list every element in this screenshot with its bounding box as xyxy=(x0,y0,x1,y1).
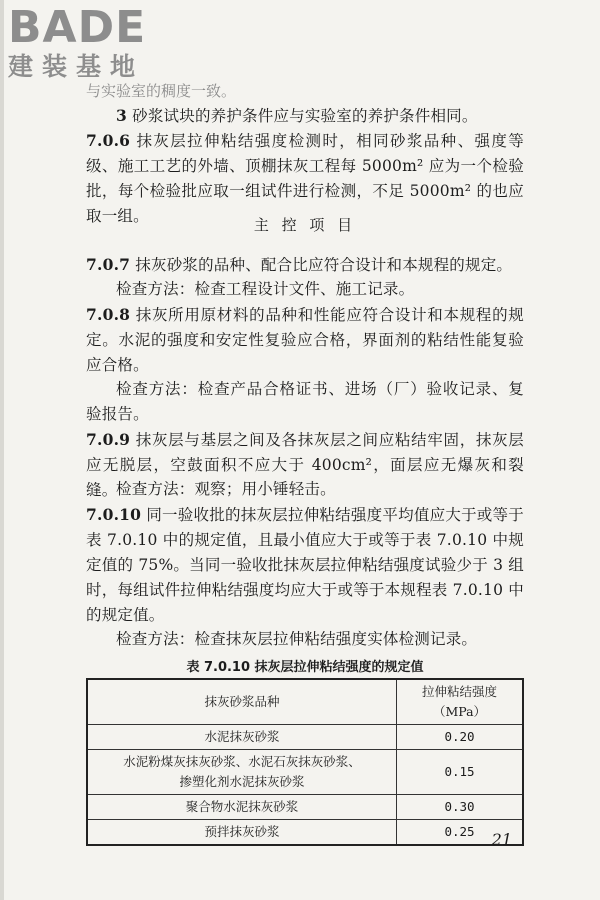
clause-7-0-6-number: 7.0.6 xyxy=(86,131,131,150)
item-3 xyxy=(86,103,524,129)
clause-7-0-7-number: 7.0.7 xyxy=(86,255,131,274)
item-3-number: 3 xyxy=(116,106,127,125)
watermark-subtitle: 建装基地 xyxy=(8,52,145,81)
table-row xyxy=(87,795,523,820)
table-caption: 表 7.0.10 抹灰层拉伸粘结强度的规定值 xyxy=(186,660,424,675)
clause-7-0-7 xyxy=(86,252,524,278)
clause-7-0-8-number: 7.0.8 xyxy=(86,305,131,324)
table-row xyxy=(87,750,523,795)
clause-7-0-10 xyxy=(86,502,524,628)
table-cell-mortar-type: 预拌抹灰砂浆 xyxy=(87,820,397,846)
clause-7-0-8-text: 抹灰所用原材料的品种和性能应符合设计和本规程的规定。水泥的强度和安定性复验应合格，界面剂的粘结性能复验应合格。 xyxy=(86,306,524,374)
clause-7-0-9-text: 抹灰层与基层之间及各抹灰层之间应粘结牢固，抹灰层应无脱层，空鼓面积不应大于 400cm²，面层应无爆灰和裂缝。 xyxy=(86,431,524,499)
table-cell-line: 掺塑化剂水泥抹灰砂浆 xyxy=(179,774,305,789)
clause-7-0-10-text: 同一验收批的抹灰层拉伸粘结强度平均值应大于或等于表 7.0.10 中的规定值，且最小值应大于或等于表 7.0.10 中规定值的 75%。当同一验收批抹灰层拉伸粘结强度试验少于 3 组时，每组试件拉伸粘结强度均应大于或等于本规程表 7.0.10 中的规定值。 xyxy=(86,506,524,624)
table-cell-line: 水泥粉煤灰抹灰砂浆、水泥石灰抹灰砂浆、 xyxy=(123,754,361,769)
table-row xyxy=(87,820,523,846)
watermark-logo xyxy=(8,2,188,82)
clause-7-0-7-check: 检查方法：检查工程设计文件、施工记录。 xyxy=(116,280,415,298)
table-cell-mortar-type xyxy=(87,750,397,795)
section-heading: 主 控 项 目 xyxy=(253,216,357,234)
item-3-text: 砂浆试块的养护条件应与实验室的养护条件相同。 xyxy=(132,107,478,125)
clause-7-0-6-text: 抹灰层拉伸粘结强度检测时，相同砂浆品种、强度等级、施工工艺的外墙、顶棚抹灰工程每 5000m² 应为一个检验批，每个检验批应取一组试件进行检测，不足 5000m² 的也应取一组。 xyxy=(86,132,524,225)
clause-7-0-9-number: 7.0.9 xyxy=(86,430,131,449)
clause-7-0-8-check: 检查方法：检查产品合格证书、进场（厂）验收记录、复验报告。 xyxy=(86,380,524,423)
table-cell-strength: 0.30 xyxy=(397,795,524,820)
clause-7-0-9-check: 检查方法：观察；用小锤轻击。 xyxy=(116,480,336,498)
strength-table xyxy=(86,678,524,846)
table-header-row xyxy=(87,679,523,725)
table-cell-mortar-type: 水泥抹灰砂浆 xyxy=(87,725,397,750)
page-edge-shadow xyxy=(0,0,4,900)
table-row xyxy=(87,725,523,750)
table-cell-strength: 0.25 xyxy=(397,820,524,846)
table-header-mortar-type: 抹灰砂浆品种 xyxy=(87,679,397,725)
table-cell-mortar-type: 聚合物水泥抹灰砂浆 xyxy=(87,795,397,820)
clause-7-0-10-number: 7.0.10 xyxy=(86,505,142,524)
clause-7-0-7-text: 抹灰砂浆的品种、配合比应符合设计和本规程的规定。 xyxy=(135,256,513,274)
clause-7-0-10-check: 检查方法：检查抹灰层拉伸粘结强度实体检测记录。 xyxy=(116,630,478,648)
page-number: 21 xyxy=(491,830,512,849)
watermark-brand: BADE xyxy=(8,2,147,53)
clause-7-0-8 xyxy=(86,302,524,378)
table-cell-strength: 0.20 xyxy=(397,725,524,750)
table-cell-strength: 0.15 xyxy=(397,750,524,795)
continued-text-fragment: 与实验室的稠度一致。 xyxy=(86,82,237,100)
table-header-strength: 拉伸粘结强度（MPa） xyxy=(397,679,524,725)
